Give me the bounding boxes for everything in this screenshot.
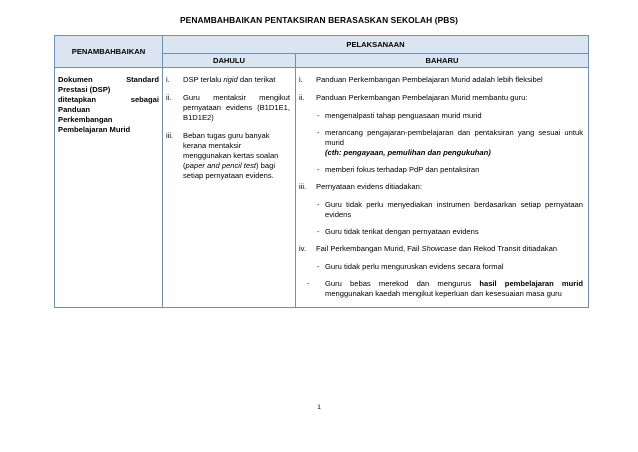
pen-line-6: Pembelajaran Murid [58, 125, 131, 134]
baharu-item-2-sub-3: - memberi fokus terhadap PdP dan pentaksiran [317, 165, 480, 174]
baharu-cell [296, 68, 589, 308]
page-number: 1 [317, 404, 321, 411]
baharu-item-1: i. Panduan Perkembangan Pembelajaran Murid adalah lebih fleksibel [299, 75, 543, 84]
pen-line-1: Dokumen Standard [58, 75, 159, 84]
baharu-item-4: iv. Fail Perkembangan Murid, Fail Showcase dan Rekod Transit ditiadakan [299, 244, 558, 253]
baharu-item-3: iii. Pernyataan evidens ditiadakan: [299, 182, 422, 191]
dahulu-item-1: i. DSP terlalu rigid dan terikat [166, 75, 276, 84]
penambahbaikan-cell [55, 68, 163, 308]
comparison-table [54, 35, 589, 308]
baharu-item-4-sub-1: - Guru tidak perlu menguruskan evidens secara formal [317, 262, 504, 271]
dahulu-item-2: ii. Guru mentaksir mengikut pernyataan evidens (B1D1E1, B1D1E2) [166, 93, 290, 122]
baharu-item-2-sub-2: - merancang pengajaran-pembelajaran dan pentaksiran yang sesuai untuk murid (cth: pengayaan, pemulihan dan pengukuhan) [317, 128, 584, 157]
baharu-item-3-sub-2: - Guru tidak terikat dengan pernyataan evidens [317, 227, 479, 236]
pen-line-3: ditetapkan sebagai [58, 95, 159, 104]
baharu-item-3-sub-1: - Guru tidak perlu menyediakan instrumen berdasarkan setiap pernyataan evidens [317, 200, 584, 219]
header-penambahbaikan: PENAMBAHBAIKAN [55, 36, 163, 68]
header-pelaksanaan: PELAKSANAAN [163, 36, 589, 54]
pen-line-4: Panduan [58, 105, 91, 114]
baharu-item-4-sub-2: - Guru bebas merekod dan mengurus hasil pembelajaran murid menggunakan kaedah mengikut keperluan dan kesesuaian masa guru [307, 279, 584, 298]
baharu-item-2-sub-1: - mengenalpasti tahap penguasaan murid murid [317, 111, 482, 120]
baharu-item-2: ii. Panduan Perkembangan Pembelajaran Murid membantu guru: [299, 93, 528, 102]
header-dahulu: DAHULU [163, 54, 296, 68]
dahulu-item-3: iii. Beban tugas guru banyak kerana mentaksir menggunakan kertas soalan (paper and pencil test) bagi setiap pernyataan evidens. [166, 131, 279, 180]
pen-line-5: Perkembangan [58, 115, 113, 124]
document-title: PENAMBAHBAIKAN PENTAKSIRAN BERASASKAN SEKOLAH (PBS) [179, 15, 459, 25]
pen-line-2: Prestasi (DSP) [58, 85, 111, 94]
header-baharu: BAHARU [296, 54, 589, 68]
dahulu-cell [163, 68, 296, 308]
